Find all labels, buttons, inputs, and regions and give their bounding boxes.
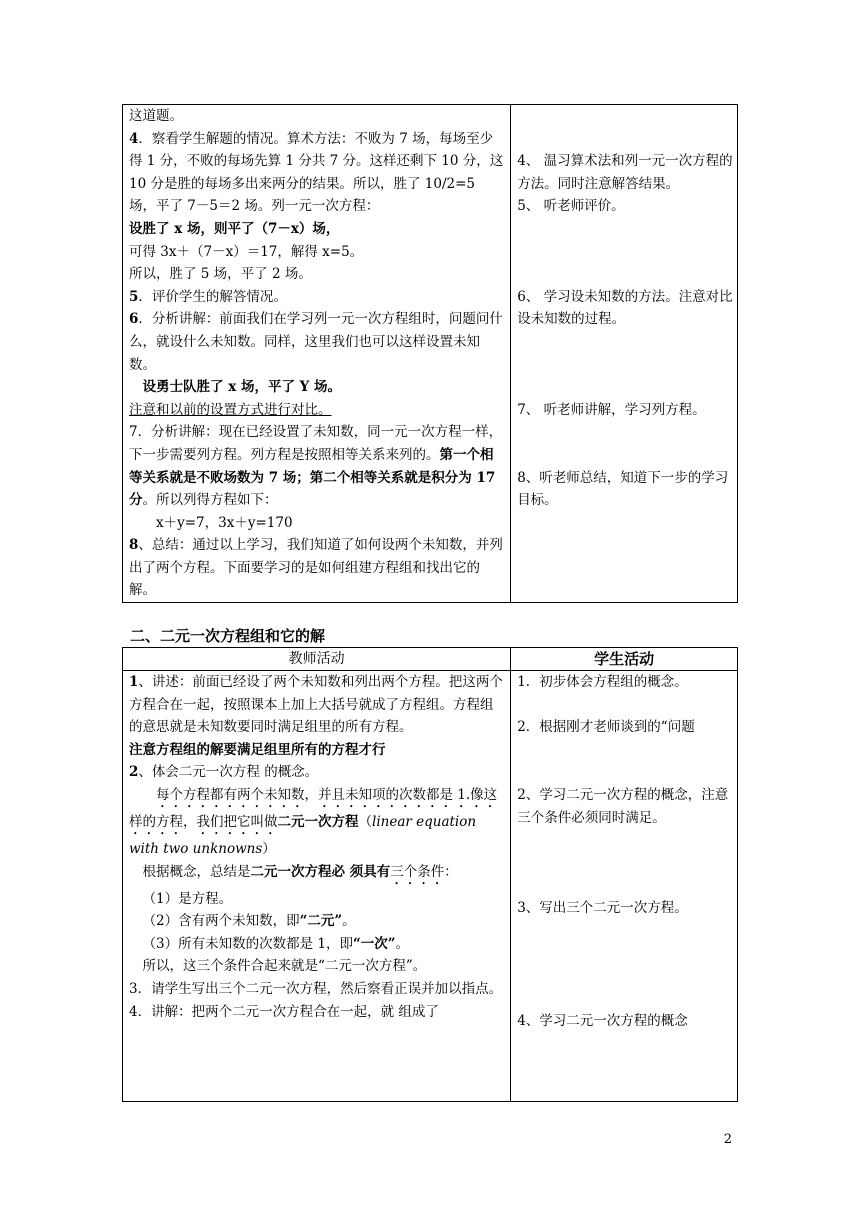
text-run: （3）所有未知数的次数都是 1，即 [142, 935, 353, 952]
student-item: 2、学习二元一次方程的概念，注意三个条件必须同时满足。 [517, 786, 729, 826]
text-run: 二元一次方程必 须具有 [250, 863, 391, 880]
spacer [517, 218, 733, 241]
text-run: 。所以列得方程如下： [142, 492, 278, 509]
student-item: 2．根据刚才老师谈到的“问题 [517, 719, 695, 736]
lesson-table-2 [122, 647, 738, 1102]
text-run: 所以，这三个条件合起来就是“二元一次方程”。 [142, 958, 427, 975]
spacer [517, 376, 733, 399]
text-run: 这道题。 [129, 108, 183, 124]
text-run: 设勇士队胜了 x 场，平了 Y 场。 [142, 379, 341, 396]
student-activity-cell [511, 105, 738, 603]
teacher-paragraph [129, 263, 506, 286]
text-run: 可得 3x＋（7－x）＝17，解得 x=5。 [129, 243, 364, 260]
teacher-paragraph [129, 376, 506, 399]
text-run: 4 [129, 130, 139, 147]
teacher-activity-header: 教师活动 [123, 648, 511, 671]
student-item: 4、学习二元一次方程的概念 [517, 1012, 688, 1029]
spacer [517, 331, 733, 354]
text-run: ．察看学生解题的情况。算术方法：不败为 7 场，每场至少得 1 分，不败的每场先算 1 分共 7 分。这样还剩下 10 分，这 10 分是胜的每场多出来两分的结果。所以，胜了 10/2=5 场，平了 7－5＝2 场。列一元一次方程： [129, 130, 504, 215]
spacer [517, 761, 733, 784]
text-run: “一次” [352, 935, 396, 952]
text-run: 、讲述：前面已经设了两个未知数和列出两个方程。把这两个方程合在一起，按照课本上加上大括号就成了方程组。方程组的意思就是未知数要同时满足组里的所有方程。 [129, 674, 503, 736]
teacher-paragraph [129, 534, 506, 602]
text-run: （ [358, 813, 372, 830]
lesson-table-1 [122, 104, 738, 603]
text-run: 8 [129, 537, 139, 554]
teacher-paragraph [129, 861, 506, 888]
spacer [517, 444, 733, 467]
teacher-paragraph [129, 761, 506, 784]
teacher-activity-cell [123, 671, 511, 1102]
teacher-paragraph [129, 955, 506, 978]
spacer [517, 739, 733, 762]
teacher-paragraph [129, 241, 506, 264]
student-item: 5、 听老师评价。 [517, 198, 625, 215]
text-run: ．评价学生的解答情况。 [138, 288, 287, 305]
text-run: 注意方程组的解要满足组里所有的方程才行 [129, 741, 386, 758]
text-run: 二元一次方程 [277, 813, 359, 830]
text-run: 、总结：通过以上学习，我们知道了如何设两个未知数，并列出了两个方程。下面要学习的是如何组建方程组和找出它的解。 [129, 537, 503, 599]
text-run: （2）含有两个未知数，即 [142, 913, 300, 930]
spacer [517, 987, 733, 1010]
student-activity-header: 学生活动 [511, 648, 738, 671]
student-activity-cell [511, 671, 738, 1102]
text-run: 所以，胜了 5 场，平了 2 场。 [129, 266, 312, 283]
spacer [517, 421, 733, 444]
student-item: 7、 听老师讲解，学习列方程。 [517, 401, 706, 418]
text-run: 1 [129, 674, 139, 690]
teacher-paragraph [129, 1001, 506, 1024]
teacher-paragraph [129, 910, 506, 933]
page-number: 2 [723, 1132, 732, 1147]
text-run: 每个方程都有两个未知数，并且未知项的次数都是 1.像这样的方程，我们把它叫做 [129, 786, 498, 830]
teacher-paragraph [129, 105, 506, 128]
spacer [517, 694, 733, 717]
section-title: 二、二元一次方程组和它的解 [130, 627, 326, 645]
text-run: 设胜了 x 场，则平了（7－x）场， [129, 220, 340, 237]
student-item: 6、 学习设未知数的方法。注意对比设未知数的过程。 [517, 288, 733, 328]
teacher-paragraph [129, 739, 506, 762]
spacer [517, 852, 733, 875]
spacer [517, 241, 733, 264]
teacher-paragraph [129, 286, 506, 309]
spacer [517, 105, 733, 128]
text-run: 第一个相等关系就是不败场数为 7 场；第二个相等关系就是积分为 17 分 [129, 446, 496, 509]
text-run: 根据概念，总结是 [142, 863, 251, 880]
spacer [517, 829, 733, 852]
teacher-paragraph [129, 671, 506, 739]
text-run: 三个条件 [390, 863, 445, 880]
text-run: ．分析讲解：前面我们在学习列一元一次方程组时，问题问什么，就设什么未知数。同样，这里我们也可以这样设置未知数。 [129, 311, 503, 373]
spacer [517, 874, 733, 897]
text-run: ） [262, 840, 276, 857]
text-run: 注意和以前的设置方式进行对比。 [129, 401, 332, 418]
spacer [517, 920, 733, 943]
text-run: （1）是方程。 [142, 890, 233, 907]
spacer [517, 354, 733, 377]
text-run: x＋y=7，3x＋y=170 [156, 514, 293, 531]
text-run: “二元” [299, 913, 343, 930]
teacher-activity-cell [123, 105, 511, 603]
text-run: 5 [129, 288, 139, 305]
teacher-paragraph [129, 421, 506, 511]
student-item: 1．初步体会方程组的概念。 [517, 674, 688, 690]
spacer [517, 263, 733, 286]
text-run: 4．讲解：把两个二元一次方程合在一起，就 组成了 [129, 1003, 439, 1020]
text-run: 3．请学生写出三个二元一次方程，然后察看正误并加以指点。 [129, 980, 503, 997]
text-run: 7．分析讲解：现在已经设置了未知数，同一元一次方程一样，下一步需要列方程。列方程是按照相等关系来列的。 [129, 424, 503, 463]
spacer [517, 128, 733, 151]
text-run: 6 [129, 311, 139, 328]
teacher-paragraph [129, 128, 506, 218]
student-item: 8、听老师总结，知道下一步的学习目标。 [517, 469, 729, 509]
text-run: 、体会二元一次方程 的概念。 [138, 764, 319, 781]
text-run: ： [444, 863, 458, 880]
teacher-paragraph [129, 888, 506, 911]
spacer [517, 942, 733, 965]
text-run: 。 [395, 935, 410, 952]
teacher-paragraph [129, 218, 506, 241]
student-item: 4、 温习算术法和列一元一次方程的方法。同时注意解答结果。 [517, 153, 733, 192]
teacher-paragraph [129, 399, 506, 422]
teacher-paragraph [129, 978, 506, 1001]
teacher-paragraph [129, 933, 506, 956]
text-run: 。 [342, 913, 356, 930]
spacer [517, 965, 733, 988]
teacher-paragraph [129, 784, 506, 861]
student-item: 3、写出三个二元一次方程。 [517, 899, 688, 916]
text-run: linear equation with two unknowns [129, 813, 477, 857]
teacher-paragraph [129, 308, 506, 376]
text-run: 2 [129, 764, 139, 781]
teacher-paragraph [129, 512, 506, 535]
